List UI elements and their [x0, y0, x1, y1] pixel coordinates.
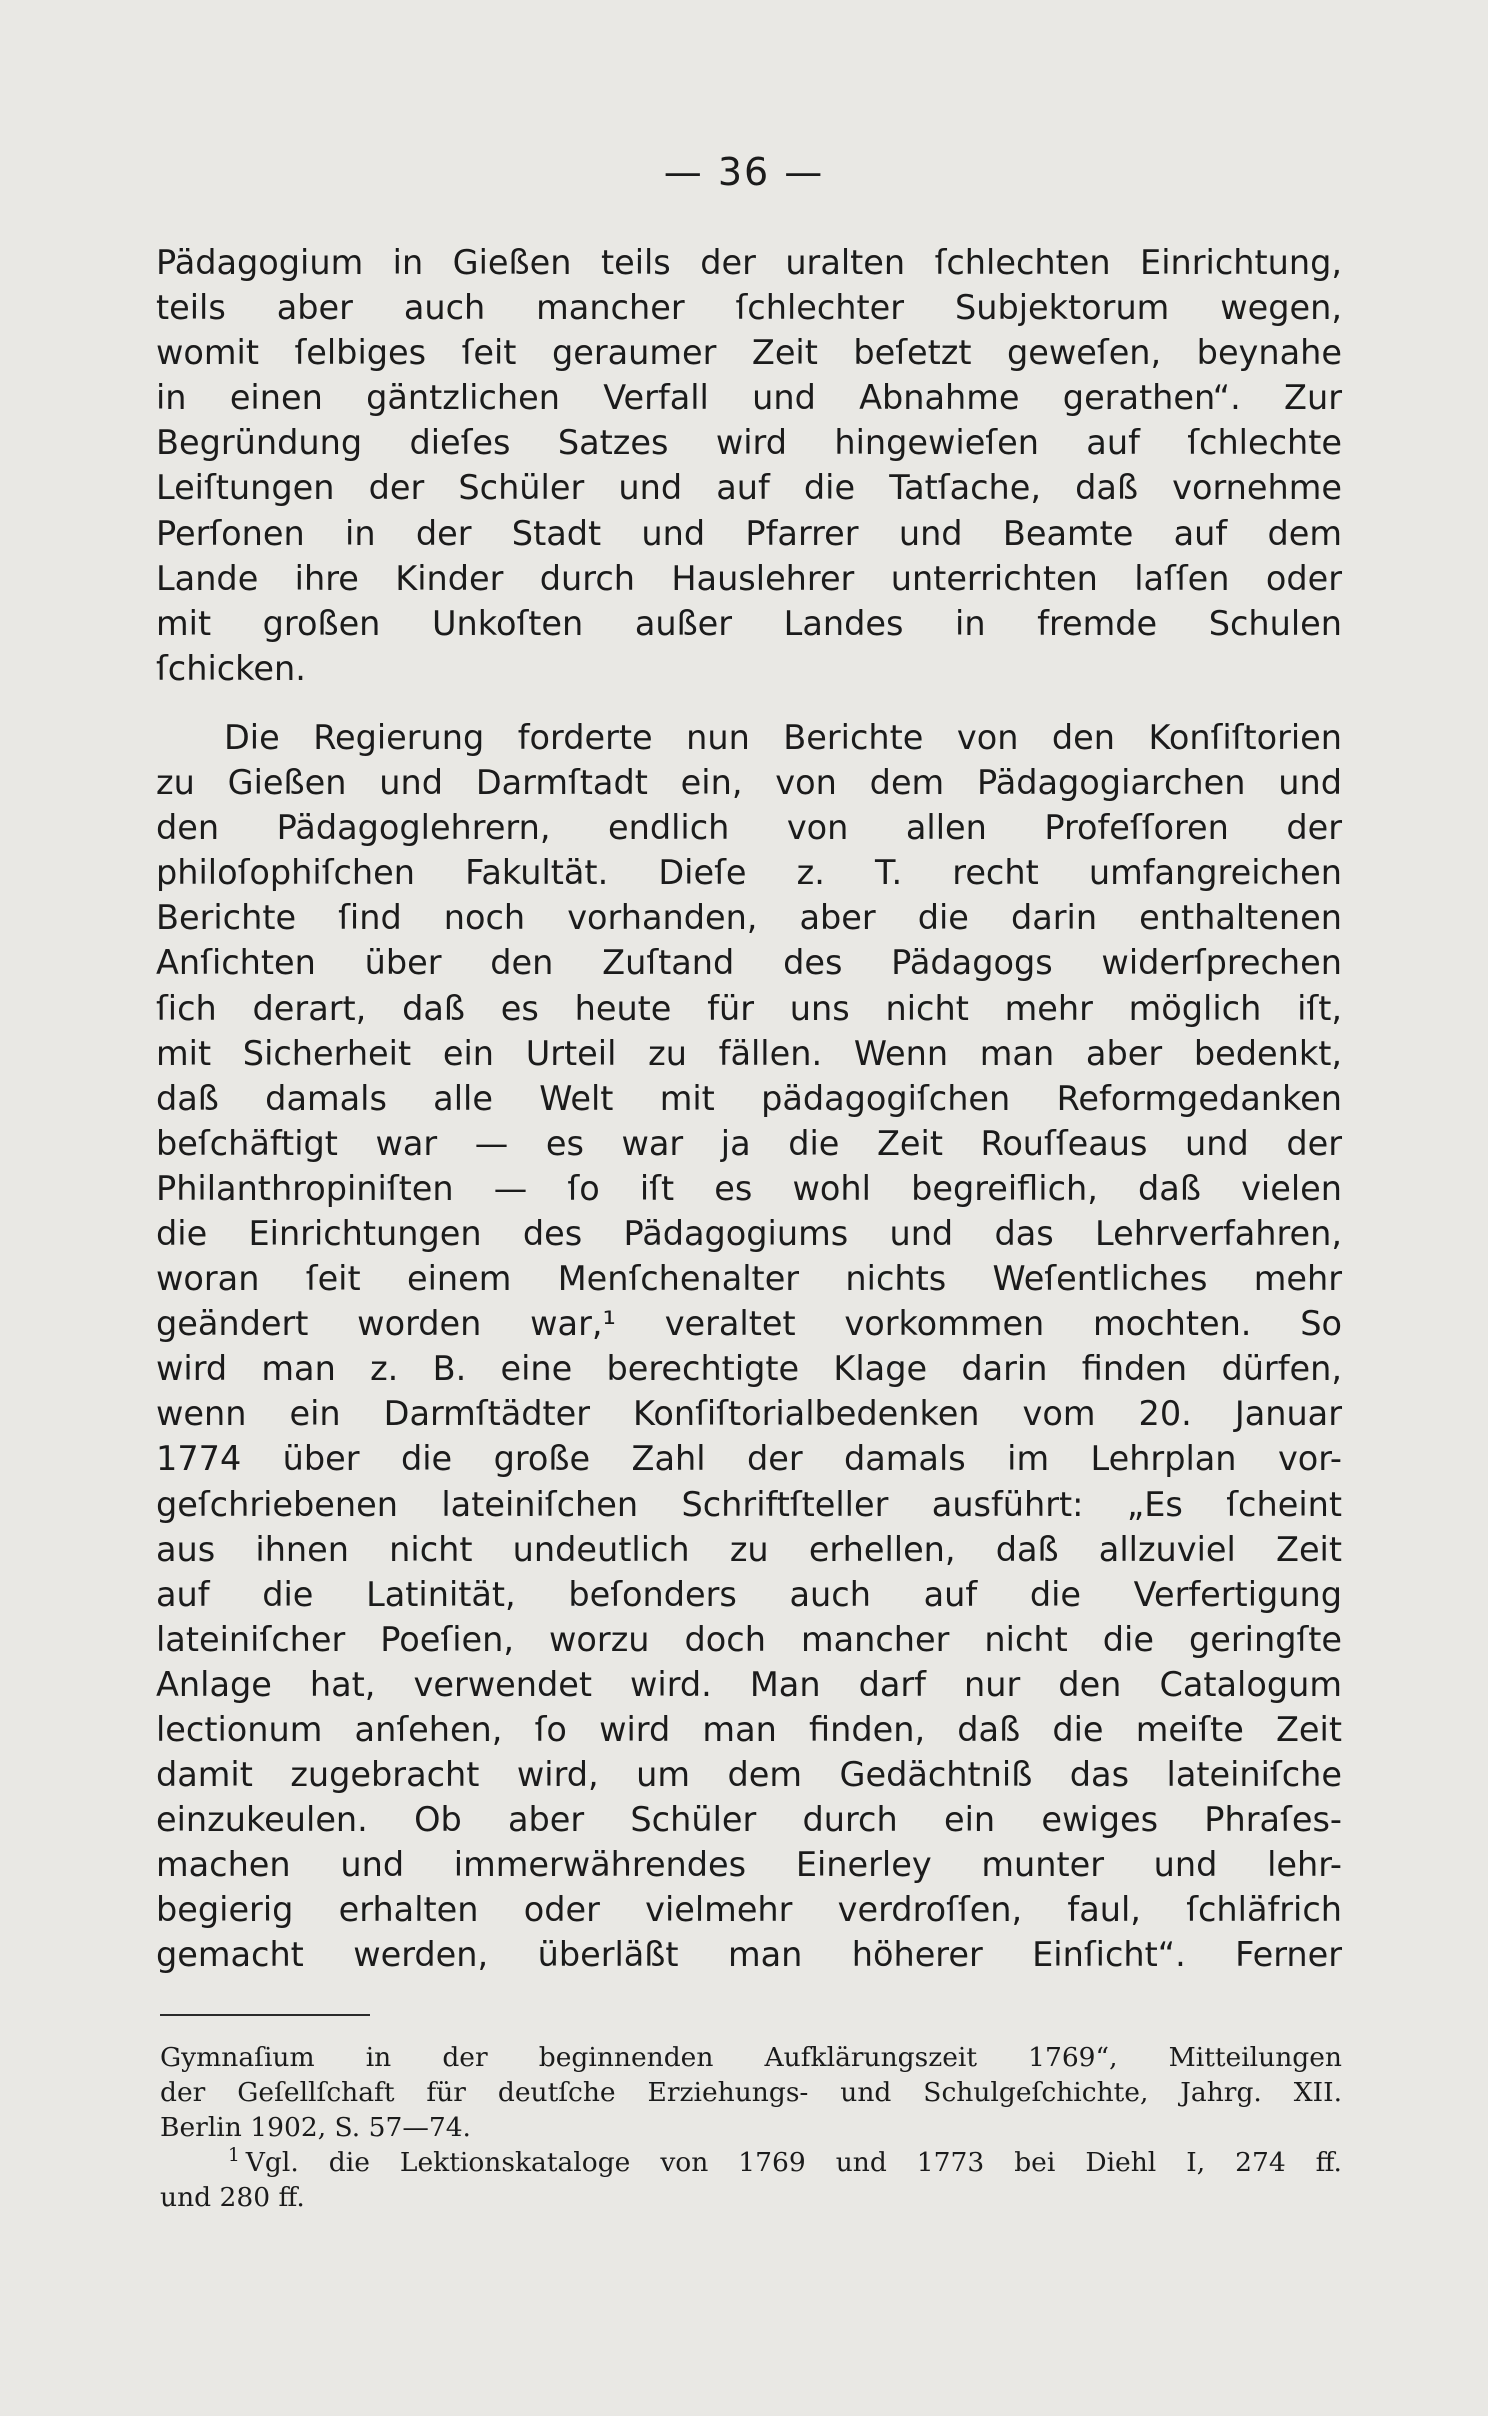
- footnote-line: Gymnaſium in der beginnenden Aufklärungszeit 1769“, Mitteilungen: [160, 2042, 1342, 2073]
- text-line: aus ihnen nicht undeutlich zu erhellen, daß allzuviel Zeit: [156, 1529, 1342, 1569]
- text-line: philoſophiſchen Fakultät. Dieſe z. T. recht umfangreichen: [156, 853, 1342, 893]
- text-line: die Einrichtungen des Pädagogiums und das Lehrverfahren,: [156, 1213, 1342, 1253]
- text-line: einzukeulen. Ob aber Schüler durch ein ewiges Phraſes-: [156, 1800, 1342, 1840]
- footnote-line: und 280 ff.: [160, 2182, 305, 2213]
- text-line: mit großen Unkoſten außer Landes in fremde Schulen: [156, 603, 1342, 643]
- paragraph-1: [156, 240, 1342, 691]
- text-line: 1774 über die große Zahl der damals im Lehrplan vor-: [156, 1439, 1342, 1479]
- footnote-line: Berlin 1902, S. 57—74.: [160, 2112, 471, 2143]
- text-line: Anlage hat, verwendet wird. Man darf nur den Catalogum: [156, 1664, 1342, 1704]
- text-line: Berichte ſind noch vorhanden, aber die darin enthaltenen: [156, 898, 1342, 938]
- text-line: teils aber auch mancher ſchlechter Subjektorum wegen,: [156, 288, 1342, 328]
- footnote-separator: [160, 2014, 370, 2016]
- text-line: Die Regierung forderte nun Berichte von den Konſiſtorien: [224, 717, 1342, 757]
- page-number: — 36 —: [663, 150, 825, 194]
- text-line: ſchicken.: [156, 648, 306, 688]
- text-line: wird man z. B. eine berechtigte Klage darin finden dürfen,: [156, 1349, 1342, 1389]
- text-line: Leiſtungen der Schüler und auf die Tatſache, daß vornehme: [156, 468, 1342, 508]
- paragraph-2: [156, 715, 1342, 1978]
- text-line: wenn ein Darmſtädter Konſiſtorialbedenken vom 20. Januar: [156, 1394, 1342, 1434]
- text-line: lateiniſcher Poeſien, worzu doch mancher nicht die geringſte: [156, 1619, 1342, 1659]
- footnote-marker: 1: [228, 2145, 240, 2167]
- text-line: Perſonen in der Stadt und Pfarrer und Beamte auf dem: [156, 513, 1342, 553]
- text-line: auf die Latinität, beſonders auch auf die Verfertigung: [156, 1574, 1342, 1614]
- footnotes: [160, 2040, 1342, 2215]
- text-line: machen und immerwährendes Einerley munter und lehr-: [156, 1845, 1342, 1885]
- text-line: geſchriebenen lateiniſchen Schriftſteller ausführt: „Es ſcheint: [156, 1484, 1342, 1524]
- text-line: Lande ihre Kinder durch Hauslehrer unterrichten laſſen oder: [156, 558, 1342, 598]
- text-line: den Pädagoglehrern, endlich von allen Profeſſoren der: [156, 808, 1342, 848]
- text-line: Begründung dieſes Satzes wird hingewieſen auf ſchlechte: [156, 423, 1342, 463]
- text-line: beſchäftigt war — es war ja die Zeit Rouſſeaus und der: [156, 1123, 1342, 1163]
- footnote-1: [160, 2145, 1342, 2180]
- text-line: Pädagogium in Gießen teils der uralten ſchlechten Einrichtung,: [156, 243, 1342, 282]
- body-text: [156, 240, 1342, 1978]
- text-line: woran ſeit einem Menſchenalter nichts Weſentliches mehr: [156, 1259, 1342, 1299]
- text-line: Anſichten über den Zuſtand des Pädagogs widerſprechen: [156, 943, 1342, 983]
- footnote-line: der Geſellſchaft für deutſche Erziehungs- und Schulgeſchichte, Jahrg. XII.: [160, 2077, 1342, 2108]
- text-line: damit zugebracht wird, um dem Gedächtniß das lateiniſche: [156, 1755, 1342, 1795]
- footnote-line: Vgl. die Lektionskataloge von 1769 und 1773 bei Diehl I, 274 ff.: [245, 2147, 1342, 2178]
- text-line: mit Sicherheit ein Urteil zu fällen. Wenn man aber bedenkt,: [156, 1033, 1342, 1073]
- text-line: womit ſelbiges ſeit geraumer Zeit beſetzt geweſen, beynahe: [156, 333, 1342, 373]
- text-line: Philanthropiniſten — ſo iſt es wohl begreiflich, daß vielen: [156, 1168, 1342, 1208]
- text-line: in einen gäntzlichen Verfall und Abnahme gerathen“. Zur: [156, 378, 1342, 418]
- text-line: begierig erhalten oder vielmehr verdroſſen, faul, ſchläfrich: [156, 1890, 1342, 1930]
- text-line: zu Gießen und Darmſtadt ein, von dem Pädagogiarchen und: [156, 763, 1342, 803]
- text-line: gemacht werden, überläßt man höherer Einſicht“. Ferner: [156, 1935, 1342, 1975]
- text-line: ſich derart, daß es heute für uns nicht mehr möglich iſt,: [156, 988, 1342, 1028]
- text-line: geändert worden war,¹ veraltet vorkommen mochten. So: [156, 1304, 1342, 1344]
- text-line: daß damals alle Welt mit pädagogiſchen Reformgedanken: [156, 1078, 1342, 1118]
- text-line: lectionum anſehen, ſo wird man finden, daß die meiſte Zeit: [156, 1710, 1342, 1749]
